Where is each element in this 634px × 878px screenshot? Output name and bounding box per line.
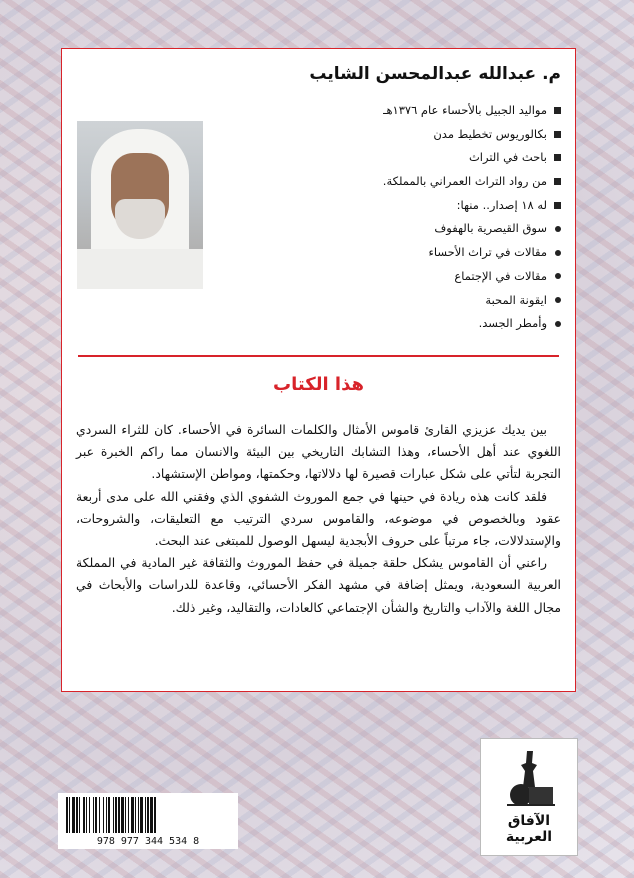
author-bio-list — [231, 99, 561, 336]
publisher-logo-box — [480, 738, 578, 856]
bio-item: بكالوريوس تخطيط مدن — [231, 123, 561, 147]
author-name: م. عبدالله عبدالمحسن الشايب — [309, 64, 561, 84]
barcode-bar — [138, 797, 139, 833]
barcode-bar — [106, 797, 107, 833]
barcode-bar — [108, 797, 110, 833]
barcode-bar — [115, 797, 117, 833]
barcode-bar — [147, 797, 149, 833]
author-photo — [77, 121, 203, 289]
barcode-bar — [86, 797, 87, 833]
description-paragraph: راعني أن القاموس يشكل حلقة جميلة في حفظ الموروث والثقافة غير المادية في المملكة العربية السعودية، ويمثل إضافة في مشهد الفكر الأحسائي، وقاعدة للدراسات والأبحاث في مجال اللغة والآداب والتاريخ والشأن الإجتماعي كالعادات، والتقاليد، وغير ذلك. — [76, 555, 561, 615]
book-description — [76, 419, 561, 619]
barcode-bar — [113, 797, 114, 833]
round-bullet-icon — [555, 321, 561, 327]
round-bullet-icon — [555, 273, 561, 279]
barcode-bar — [140, 797, 143, 833]
bio-item: وأمطر الجسد. — [231, 312, 561, 336]
barcode-bar — [93, 797, 94, 833]
round-bullet-icon — [555, 250, 561, 256]
thobe-shape — [77, 249, 203, 289]
barcode-bar — [69, 797, 70, 833]
round-bullet-icon — [555, 226, 561, 232]
square-bullet-icon — [554, 202, 561, 209]
barcode-bar — [66, 797, 68, 833]
barcode-bar — [76, 797, 78, 833]
barcode-bar — [99, 797, 100, 833]
barcode-bar — [131, 797, 134, 833]
square-bullet-icon — [554, 154, 561, 161]
isbn-barcode — [58, 793, 238, 849]
barcode-icon — [64, 797, 232, 833]
barcode-bar — [135, 797, 136, 833]
barcode-bar — [83, 797, 85, 833]
square-bullet-icon — [554, 178, 561, 185]
barcode-bar — [145, 797, 146, 833]
barcode-bar — [128, 797, 129, 833]
publisher-name: الآفاق العربية — [505, 813, 553, 845]
barcode-bar — [89, 797, 90, 833]
bio-item: ايقونة المحبة — [231, 289, 561, 313]
bio-item: مواليد الجبيل بالأحساء عام ١٣٧٦هـ — [231, 99, 561, 123]
barcode-bar — [150, 797, 153, 833]
bio-item: من رواد التراث العمراني بالمملكة. — [231, 170, 561, 194]
barcode-bar — [125, 797, 126, 833]
publisher-emblem-icon — [499, 747, 559, 809]
bio-item: باحث في التراث — [231, 146, 561, 170]
square-bullet-icon — [554, 131, 561, 138]
description-paragraph: بين يديك عزيزي القارئ قاموس الأمثال والكلمات السائرة في الأحساء. كان للثراء السردي اللغوي عند أهل الأحساء، وهذا التشابك التاريخي بين البيئة والانسان مما راكم الخبرة عبر التجربة لتأتي على شكل عبارات قصيرة لها دلالاتها، وحكمتها، ومواطن الإستشهاد. — [76, 422, 561, 482]
barcode-bar — [79, 797, 80, 833]
back-cover-panel — [61, 48, 576, 692]
barcode-bar — [103, 797, 104, 833]
section-divider — [78, 355, 559, 357]
barcode-bar — [121, 797, 124, 833]
isbn-number: 978 977 344 534 8 — [96, 836, 200, 847]
barcode-bar — [118, 797, 120, 833]
round-bullet-icon — [555, 297, 561, 303]
barcode-bar — [72, 797, 75, 833]
bio-item: مقالات في تراث الأحساء — [231, 241, 561, 265]
bio-item: له ١٨ إصدار.. منها: — [231, 194, 561, 218]
bio-item: سوق القيصرية بالهفوف — [231, 217, 561, 241]
barcode-bar — [95, 797, 97, 833]
barcode-bar — [154, 797, 156, 833]
description-paragraph: فلقد كانت هذه ريادة في حينها في جمع الموروث الشفوي الذي وفقني الله على مدى أربعة عقود وبالخصوص في موضوعه، والقاموس سردي الترتيب مع التعليقات، والشروحات، والإستدلالات، جاء مرتباً على حروف الأبجدية ليسهل الوصول للمبتغى عند البحث. — [76, 488, 561, 549]
square-bullet-icon — [554, 107, 561, 114]
section-title: هذا الكتاب — [273, 374, 364, 395]
bio-item: مقالات في الإجتماع — [231, 265, 561, 289]
